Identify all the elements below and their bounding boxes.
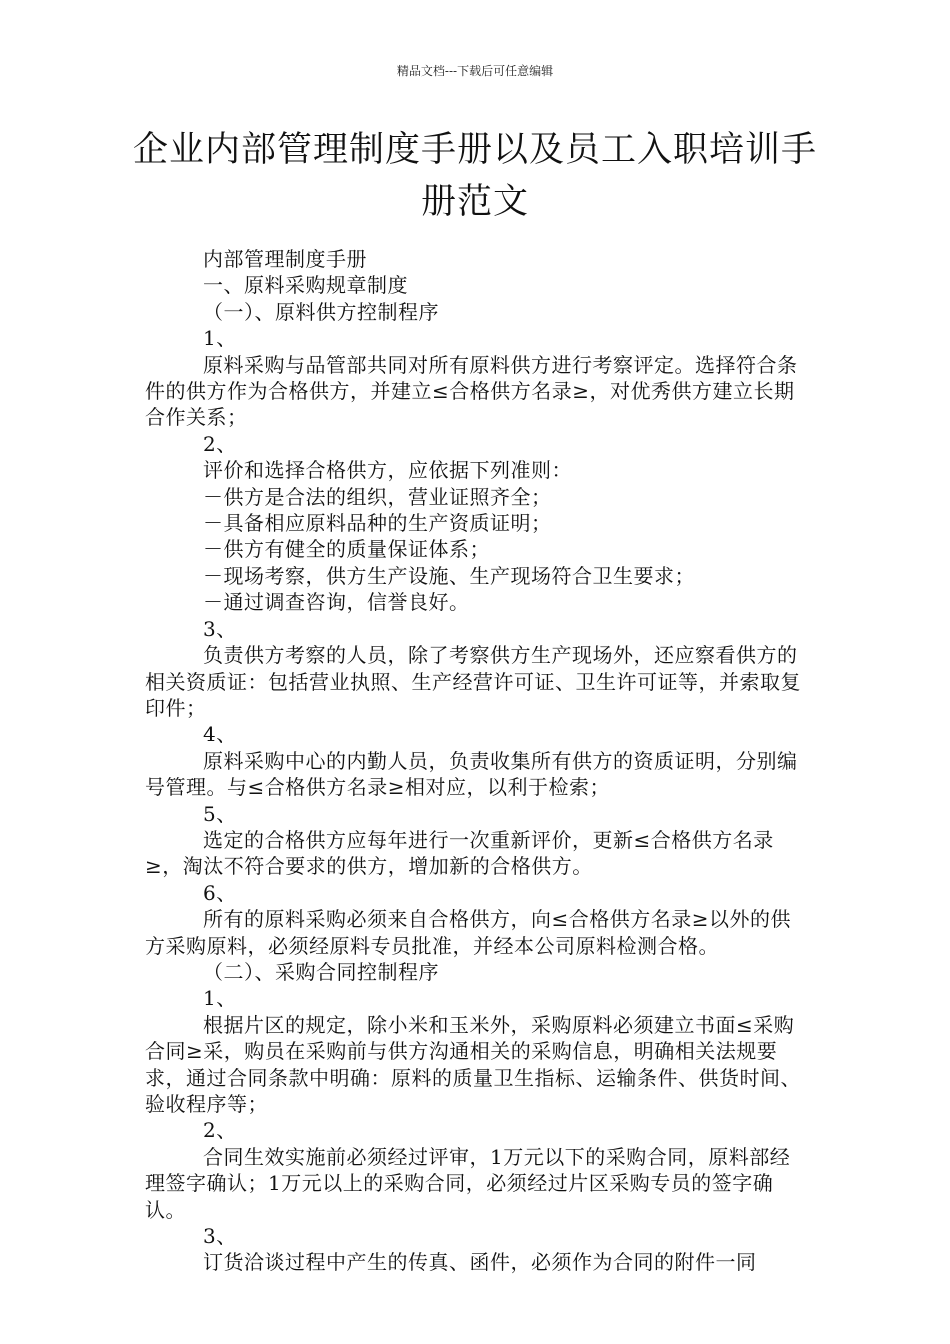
body-paragraph: 所有的原料采购必须来自合格供方，向≤合格供方名录≥以外的供方采购原料，必须经原料专员批准，并经本公司原料检测合格。: [145, 907, 792, 958]
body-paragraph: 根据片区的规定，除小米和玉米外，采购原料必须建立书面≤采购合同≥采，购员在采购前与供方沟通相关的采购信息，明确相关法规要求，通过合同条款中明确：原料的质量卫生指标、运输条件、供货时间、验收程序等；: [145, 1012, 801, 1116]
item-number: 2、: [203, 1118, 237, 1143]
criteria-item: －供方有健全的质量保证体系；: [203, 537, 490, 562]
chapter-heading: 一、原料采购规章制度: [203, 273, 408, 298]
criteria-item: －现场考察，供方生产设施、生产现场符合卫生要求；: [203, 563, 695, 588]
body-paragraph: 选定的合格供方应每年进行一次重新评价，更新≤合格供方名录≥，淘汰不符合要求的供方，增加新的合格供方。: [145, 827, 774, 879]
criteria-item: －供方是合法的组织，营业证照齐全；: [203, 484, 552, 509]
item-number: 3、: [203, 1224, 237, 1249]
subsection-heading: （二）、采购合同控制程序: [203, 959, 439, 984]
item-number: 1、: [203, 326, 237, 351]
page-header: 精品文档---下载后可任意编辑: [396, 64, 554, 78]
item-number: 2、: [203, 431, 237, 456]
body-paragraph: 订货洽谈过程中产生的传真、函件，必须作为合同的附件一同: [203, 1250, 757, 1275]
body-paragraph: 评价和选择合格供方，应依据下列准则：: [203, 458, 572, 483]
item-number: 1、: [203, 986, 237, 1011]
criteria-item: －通过调查咨询，信誉良好。: [203, 590, 470, 615]
subsection-heading: （一）、原料供方控制程序: [203, 299, 439, 324]
body-paragraph: 原料采购中心的内勤人员，负责收集所有供方的资质证明，分别编号管理。与≤合格供方名录≥相对应，以利于检索；: [145, 748, 798, 800]
body-paragraph: 负责供方考察的人员，除了考察供方生产现场外，还应察看供方的相关资质证：包括营业执照、生产经营许可证、卫生许可证等，并索取复印件；: [145, 643, 801, 720]
body-paragraph: 合同生效实施前必须经过评审，1万元以下的采购合同，原料部经理签字确认；1万元以上的采购合同，必须经过片区采购专员的签字确认。: [145, 1144, 791, 1222]
body-paragraph: 原料采购与品管部共同对所有原料供方进行考察评定。选择符合条件的供方作为合格供方，并建立≤合格供方名录≥，对优秀供方建立长期合作关系；: [145, 352, 798, 430]
item-number: 5、: [203, 801, 237, 826]
document-body: [145, 246, 805, 1276]
item-number: 6、: [203, 880, 237, 905]
section-heading: 内部管理制度手册: [203, 247, 367, 271]
item-number: 3、: [203, 616, 237, 641]
item-number: 4、: [203, 722, 237, 747]
criteria-item: －具备相应原料品种的生产资质证明；: [203, 511, 552, 536]
document-title: 企业内部管理制度手册以及员工入职培训手册范文: [132, 130, 817, 222]
